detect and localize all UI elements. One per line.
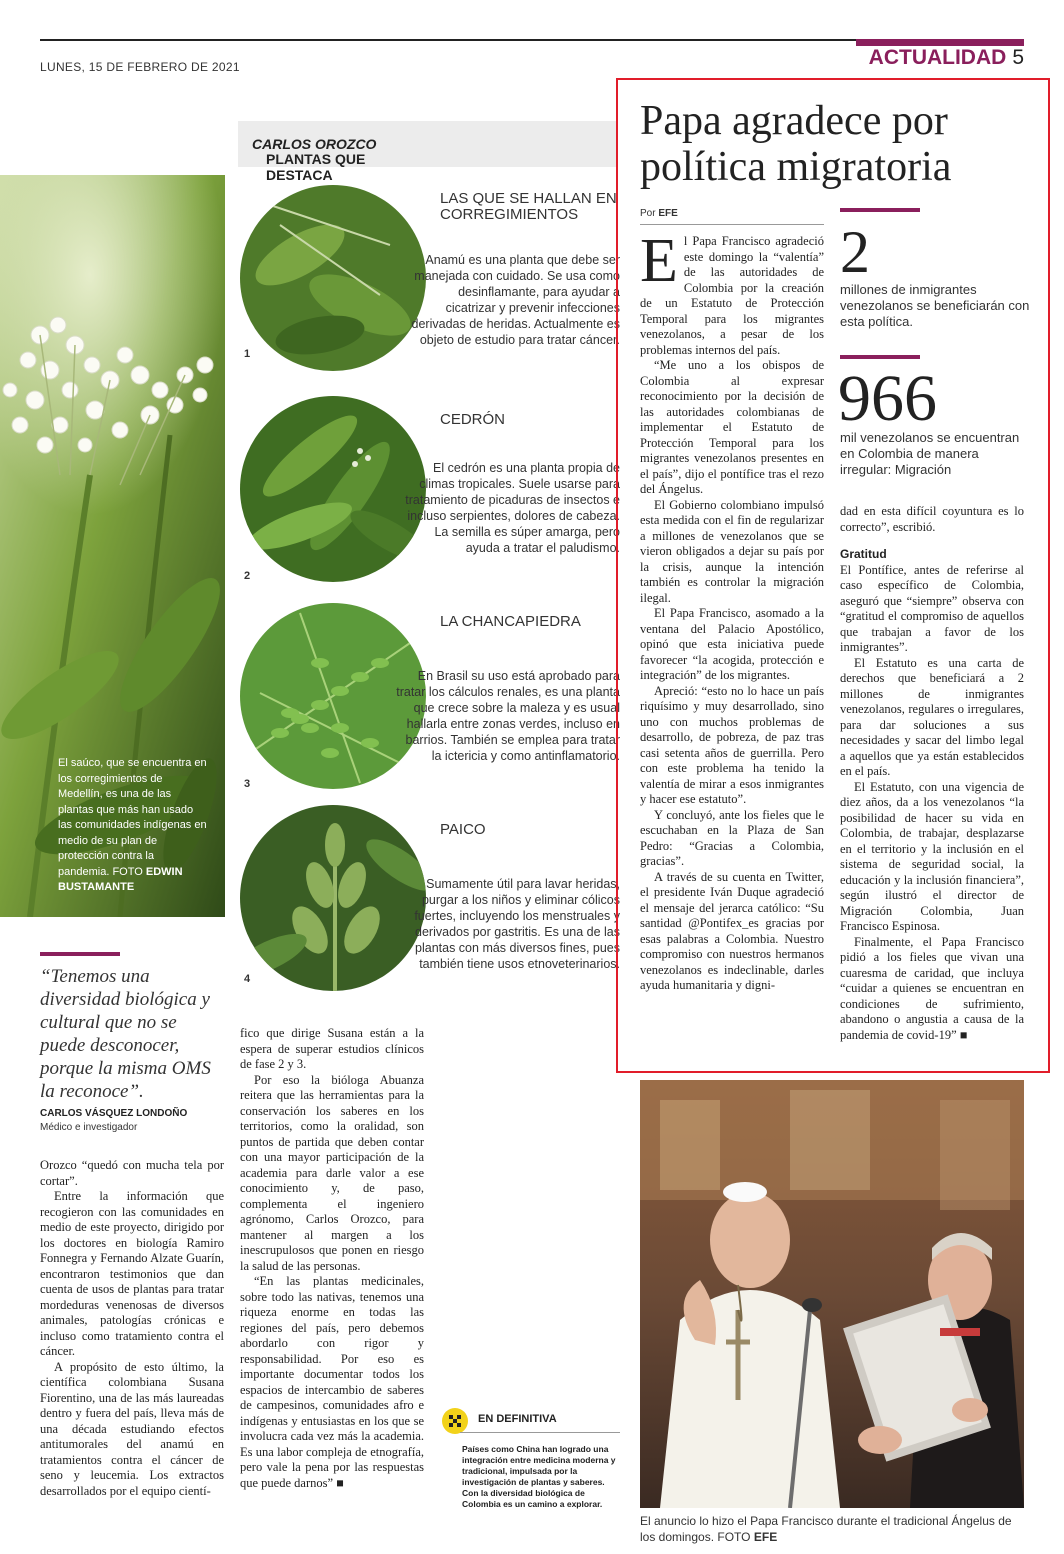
definitiva-rule <box>460 1432 620 1433</box>
stat-text-2: mil venezolanos se encuentran en Colombia de manera irregular: Migración <box>840 430 1020 477</box>
subhead: Gratitud <box>840 547 887 561</box>
caption-credit-label: FOTO <box>112 865 143 878</box>
pope-credit-label: FOTO <box>717 1529 751 1544</box>
paragraph: “Me uno a los obispos de Colombia al expresar reconocimiento por la decisión de las autoridades colombianas de implementar el Estatuto de Protección Temporal para los migrantes venezolanos presentes en el país”, dijo el pontífice tras el rezo del Ángelus. <box>640 358 824 496</box>
paragraph: Apreció: “esto no lo hace un país riquísimo y muy desarrollado, sino uno con muchos problemas de desarrollo, de pobreza, de paz tras casi setenta años de guerrilla. Pero con este problema ha tenido la valentía de mirar a esos inmigrantes y hacer ese estatuto”. <box>640 683 824 806</box>
paragraph: Entre la información que recogieron con las comunidades en medio de este proyecto, dirigido por los doctores en biología Ramiro Fonnegra y Fernando Alzate Guarín, encontraron testimonios que dan cuenta de usos de plantas para tratar mordeduras venenosas de diversos animales, patologías crónicas e incluso como tratamiento contra el cáncer. <box>40 1189 224 1358</box>
stat-number-2: 966 <box>838 362 937 435</box>
paragraph: El Pontífice, antes de referirse al caso específico de Colombia, aseguró que “siempre” observa con “gratitud el compromiso de aquellos que trabajan a favor de los inmigrantes”. <box>840 562 1024 654</box>
paragraph: Orozco “quedó con mucha tela por cortar”. <box>40 1158 224 1188</box>
paragraph: El Estatuto es una carta de derechos que beneficiará a 2 millones de inmigrantes venezolanos, regulares o irregulares, para dar soluciones a sus necesidades y sacar del limbo legal a aquellos que ya están establecidos en el país. <box>840 655 1024 778</box>
plant-heading-2: CEDRÓN <box>440 411 506 428</box>
article-column-2 <box>240 1026 424 1491</box>
pope-credit: EFE <box>753 1529 778 1544</box>
stat-text-1: millones de inmigrantes venezolanos se beneficiarán con esta política. <box>840 282 1030 329</box>
plant-number-3: 3 <box>244 778 251 790</box>
definitiva-heading: EN DEFINITIVA <box>478 1413 557 1425</box>
plants-title-name: CARLOS OROZCO <box>252 136 377 152</box>
plant-number-4: 4 <box>244 973 251 985</box>
article-column-1 <box>40 1158 224 1499</box>
paragraph: A través de su cuenta en Twitter, el presidente Iván Duque agradeció el mensaje del jerarca católico: “Su santidad @Pontifex_es gracias por esas palabras a Colombia. Nuestro compromiso con nuestros hermanos venezolanos es indeclinable, darles ayuda humanitaria y digni- <box>640 869 824 992</box>
plant-photo-anamu <box>240 185 426 371</box>
paragraph: El Estatuto, con una vigencia de diez años, da a los venezolanos “la posibilidad de hacer su vida en Colombia, de trabajar, desplazarse en el territorio y la inclusión en el sistema de seguridad social, la educación y la inclusión financiera”, según ilustró el director de Migración Colombia, Juan Francisco Espinosa. <box>840 779 1024 933</box>
paragraph: Y concluyó, ante los fieles que le escuchaban en la Plaza de San Pedro: “Gracias a Colombia, gracias”. <box>640 807 824 868</box>
quote-role: Médico e investigador <box>40 1122 138 1133</box>
pope-photo <box>640 1080 1024 1508</box>
paragraph: Finalmente, el Papa Francisco pidió a los fieles que vivan una cuaresma de caridad, que incluya “cuidar a quienes se encuentran en condiciones de sufrimiento, abandono o angustia a causa de la pandemia de covid-19” ■ <box>840 934 1024 1042</box>
headline: Papa agradece por política migratoria <box>640 98 952 190</box>
byline <box>640 208 678 219</box>
stat-number-1: 2 <box>840 219 870 285</box>
paragraph: El Gobierno colombiano impulsó esta medida con el fin de regularizar a millones de venezolanos que se vieron obligados a dejar su país por la crisis, aunque la intención también es controlar la migración ilegal. <box>640 497 824 605</box>
stat-bar-1 <box>840 208 920 212</box>
plant-number-1: 1 <box>244 348 251 360</box>
section-label <box>869 46 1024 70</box>
plant-heading-1: LAS QUE SE HALLAN EN CORREGIMIENTOS <box>440 190 617 223</box>
page-number: 5 <box>1012 46 1024 69</box>
main-article-column-2 <box>840 504 1024 1043</box>
plant-heading-3: LA CHANCAPIEDRA <box>440 613 581 630</box>
quote-bar <box>40 952 120 956</box>
section-name: ACTUALIDAD <box>868 46 1007 69</box>
section-bar <box>856 39 1024 46</box>
caption-credit: EDWIN BUSTAMANTE <box>58 865 183 893</box>
paragraph: l Papa Francisco agradeció este domingo la “valentía” de las autoridades de Colombia por la creación de un Estatuto de Protección Temporal para los migrantes venezolanos, a pesar de los problemas internos del país. <box>640 234 824 357</box>
plant-text-3: En Brasil su uso está aprobado para tratar los cálculos renales, es una planta que crece sobre la maleza y es usual hallarla entre zonas verdes, incluso en barrios. También se emplea para tratar la ictericia y como antinflamatorio. <box>396 669 620 763</box>
pull-quote: “Tenemos una diversidad biológica y cultural que no se puede desconocer, porque la misma OMS la reconoce”. <box>40 966 211 1102</box>
photo-caption <box>58 756 208 896</box>
byline-prefix: Por <box>640 208 656 219</box>
plant-text-1: Anamú es una planta que debe ser manejada con cuidado. Se usa como desinflamante, para ayudar a cicatrizar y prevenir infecciones derivadas de heridas. Actualmente es objeto de estudio para tratar cáncer. <box>411 253 620 347</box>
caption-text: El saúco, que se encuentra en los corregimientos de Medellín, es una de las plantas que más han usado las comunidades indígenas en medio de su plan de protección contra la pandemia. <box>58 757 207 878</box>
definitiva-icon <box>442 1408 468 1439</box>
leaf-illustration <box>240 185 426 371</box>
paragraph: dad en esta difícil coyuntura es lo correcto”, escribió. <box>840 504 1024 534</box>
dateline: LUNES, 15 DE FEBRERO DE 2021 <box>40 60 240 74</box>
byline-author: EFE <box>658 208 678 219</box>
paragraph: A propósito de esto último, la científica colombiana Susana Fiorentino, una de las más laureadas dentro y fuera del país, lleva más de una década estudiando efectos antitumorales del anamú en tratamientos contra el cáncer de seno y leucemia. Los extractos desarrollados por el equipo cientí- <box>40 1359 224 1498</box>
paragraph: “En las plantas medicinales, sobre todo las nativas, tenemos una riqueza enorme en todas las regiones del país, pero debemos abordarlo con rigor y responsabilidad. Por eso es importante documentar todos los espacios de intercambio de saberes de campesinos, comunidades afro e indígenas y entusiastas en los que se involucra cada vez más la academia. Es una labor compleja de etnografía, pero vale la pena por las respuestas que puede darnos” ■ <box>240 1274 424 1490</box>
paragraph: El Papa Francisco, asomado a la ventana del Palacio Apostólico, opinó que esta iniciativa puede favorecer “la acogida, protección e integración” de los migrantes. <box>640 606 824 682</box>
plants-box-title <box>238 121 616 183</box>
pope-caption-text: El anuncio lo hizo el Papa Francisco durante el tradicional Ángelus de los domingos. <box>640 1514 1012 1544</box>
paragraph: Por eso la bióloga Abuanza reitera que las herramientas para la conservación los saberes en los territorios, como la oralidad, son puntos de partida que deben contar con una mayor participación de la academia para darle valor a ese conocimiento y, de paso, complementa el ingeniero agrónomo, Carlos Orozco, para mantener al margen a los inescrupulosos que ponen en riesgo la salud de las personas. <box>240 1072 424 1273</box>
pope-photo-caption <box>640 1514 1024 1545</box>
quote-author: CARLOS VÁSQUEZ LONDOÑO <box>40 1108 188 1119</box>
stat-bar-2 <box>840 355 920 359</box>
plant-heading-4: PAICO <box>440 821 486 838</box>
pope-illustration <box>640 1080 1024 1508</box>
paragraph: fico que dirige Susana están a la espera de superar estudios clínicos de fase 2 y 3. <box>240 1026 424 1071</box>
definitiva-text: Países como China han logrado una integración entre medicina moderna y tradicional, impulsada por la investigación de plantas y saberes. Con la diversidad biológica de Colombia es un camino a explorar. <box>462 1444 616 1509</box>
plants-title-prefix: PLANTAS QUE DESTACA <box>266 151 366 183</box>
main-article-column-1 <box>640 227 824 994</box>
byline-rule <box>640 224 824 225</box>
plant-text-2: El cedrón es una planta propia de climas tropicales. Suele usarse para tratamiento de picaduras de insectos e incluso serpientes, dolores de cabeza. La semilla es súper amarga, pero ayuda a tratar el paludismo. <box>405 461 620 555</box>
plant-text-4: Sumamente útil para lavar heridas, purgar a los niños y eliminar cólicos fuertes, incluyendo los menstruales y derivados por gastritis. Es una de las plantas con más diversos fines, pues también tiene usos etnoveterinarios. <box>414 877 620 971</box>
plant-number-2: 2 <box>244 570 251 582</box>
dropcap: E <box>640 227 678 295</box>
